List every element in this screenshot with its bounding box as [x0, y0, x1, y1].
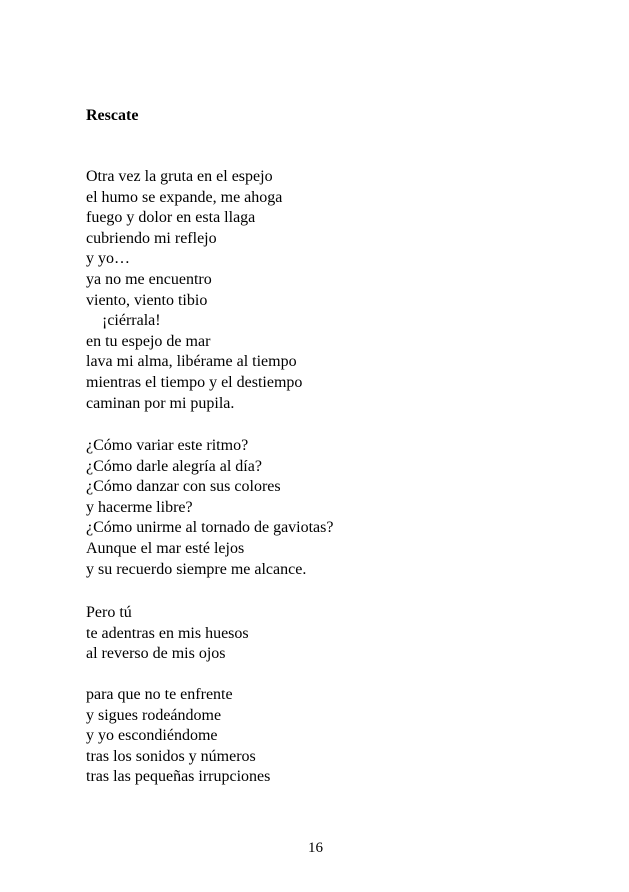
poem-line: lava mi alma, libérame al tiempo	[86, 353, 297, 371]
poem-line: Otra vez la gruta en el espejo	[86, 168, 273, 185]
poem-line: y yo…	[86, 250, 130, 268]
page-number: 16	[308, 840, 323, 856]
poem-line: y hacerme libre?	[86, 498, 193, 516]
poem-line-indented: ¡ciérrala!	[102, 312, 161, 330]
poem-line: caminan por mi pupila.	[86, 394, 235, 412]
stanza	[86, 603, 249, 665]
stanza	[86, 685, 270, 788]
poem-line: tras las pequeñas irrupciones	[86, 768, 271, 786]
stanza	[86, 167, 302, 414]
poem-line: ¿Cómo danzar con sus colores	[86, 478, 281, 496]
poem-line: el humo se expande, me ahoga	[86, 188, 283, 206]
poem-line: tras los sonidos y números	[86, 747, 256, 765]
poem-line: Aunque el mar esté lejos	[86, 539, 245, 557]
poem-line: Pero tú	[86, 604, 132, 621]
poem-line: ¿Cómo variar este ritmo?	[86, 437, 249, 454]
poem-line: para que no te enfrente	[86, 686, 233, 703]
poem-line: te adentras en mis huesos	[86, 624, 249, 642]
poem-line: ya no me encuentro	[86, 270, 212, 288]
poem-line: y su recuerdo siempre me alcance.	[86, 560, 307, 578]
poem-line: ¿Cómo darle alegría al día?	[86, 457, 262, 475]
poem-line: fuego y dolor en esta llaga	[86, 209, 256, 227]
poem-line: y yo escondiéndome	[86, 727, 218, 745]
poem-line: en tu espejo de mar	[86, 332, 211, 350]
poem-line: ¿Cómo unirme al tornado de gaviotas?	[86, 519, 334, 537]
poem-line: al reverso de mis ojos	[86, 645, 226, 663]
poem-line: mientras el tiempo y el destiempo	[86, 373, 303, 391]
poem-title: Rescate	[86, 107, 139, 124]
stanza	[86, 436, 333, 580]
poem-line: cubriendo mi reflejo	[86, 229, 217, 247]
poem-line: viento, viento tibio	[86, 291, 208, 309]
poem-line: y sigues rodeándome	[86, 706, 222, 724]
